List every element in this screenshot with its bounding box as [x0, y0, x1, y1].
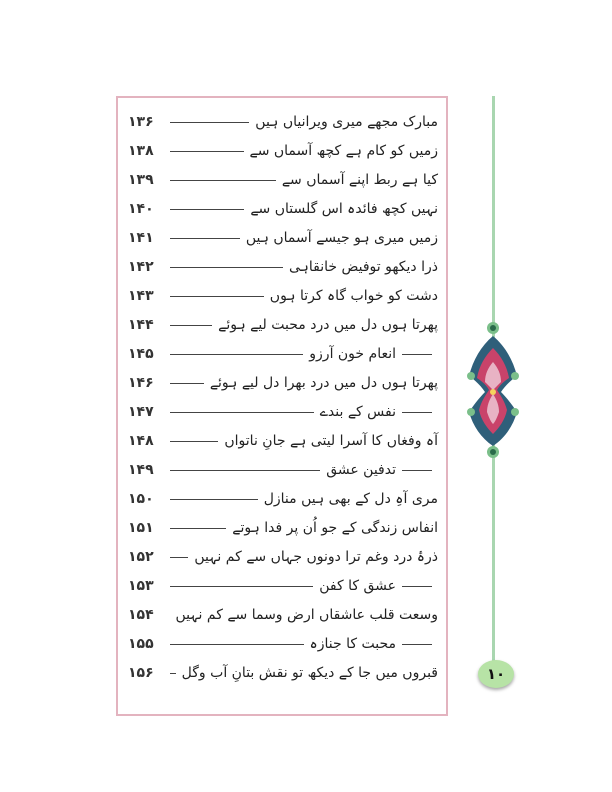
- toc-leader: [402, 470, 432, 471]
- toc-title: زمیں کو کام ہے کچھ آسماں سے: [249, 143, 438, 159]
- toc-page-number: ۱۴۳: [128, 288, 154, 304]
- toc-title: محبت کا جنازہ: [309, 636, 396, 652]
- toc-leader: [402, 354, 432, 355]
- toc-leader: [170, 354, 303, 355]
- toc-leader: [170, 673, 176, 674]
- toc-page-number: ۱۳۸: [128, 143, 154, 159]
- toc-row[interactable]: [128, 487, 438, 511]
- toc-leader: [170, 122, 249, 123]
- toc-title: قبروں میں جا کے دیکھ تو نقش بتانِ آب وگل: [181, 665, 438, 681]
- toc-title: مری آہِ دل کے بھی ہیں منازل: [263, 491, 438, 507]
- toc-row[interactable]: [128, 110, 438, 134]
- toc-leader: [170, 441, 218, 442]
- toc-leader: [402, 586, 432, 587]
- toc-row[interactable]: [128, 574, 438, 598]
- toc-leader: [170, 499, 258, 500]
- toc-page-number: ۱۵۰: [128, 491, 154, 507]
- toc-leader: [170, 383, 204, 384]
- toc-title: پھرتا ہوں دل میں درد محبت لیے ہوئے: [218, 317, 438, 333]
- toc-leader: [170, 470, 320, 471]
- toc-row[interactable]: [128, 342, 438, 366]
- toc-title: تدفین عشق: [326, 462, 396, 478]
- toc-row[interactable]: [128, 197, 438, 221]
- toc-row[interactable]: [128, 400, 438, 424]
- toc-page-number: ۱۴۲: [128, 259, 154, 275]
- toc-page-number: ۱۵۶: [128, 665, 154, 681]
- toc-row[interactable]: [128, 313, 438, 337]
- toc-title: پھرتا ہوں دل میں درد بھرا دل لیے ہوئے: [209, 375, 438, 391]
- toc-row[interactable]: [128, 458, 438, 482]
- toc-page-number: ۱۴۹: [128, 462, 154, 478]
- toc-row[interactable]: [128, 632, 438, 656]
- table-of-contents: [128, 110, 438, 710]
- toc-title: کیا ہے ربط اپنے آسماں سے: [281, 172, 438, 188]
- toc-leader: [170, 586, 313, 587]
- toc-row[interactable]: [128, 168, 438, 192]
- toc-row[interactable]: [128, 371, 438, 395]
- toc-title: انعام خون آرزو: [309, 346, 396, 362]
- toc-page-number: ۱۴۶: [128, 375, 154, 391]
- toc-page-number: ۱۵۱: [128, 520, 154, 536]
- toc-title: انفاس زندگی کے جو اُن پر فدا ہوتے: [232, 520, 438, 536]
- toc-page-number: ۱۵۴: [128, 607, 154, 623]
- toc-leader: [170, 209, 244, 210]
- toc-title: عشق کا کفن: [319, 578, 396, 594]
- toc-title: ذرۂ درد وغم ترا دونوں جہاں سے کم نہیں: [194, 549, 438, 565]
- toc-leader: [170, 151, 244, 152]
- toc-row[interactable]: [128, 603, 438, 627]
- toc-title: نہیں کچھ فائدہ اس گلستاں سے: [250, 201, 438, 217]
- toc-page-number: ۱۴۱: [128, 230, 154, 246]
- toc-page-number: ۱۵۵: [128, 636, 154, 652]
- toc-row[interactable]: [128, 284, 438, 308]
- toc-page-number: ۱۵۲: [128, 549, 154, 565]
- toc-leader: [170, 267, 283, 268]
- toc-title: مبارک مجھے میری ویرانیاں ہیں: [255, 114, 438, 130]
- toc-row[interactable]: [128, 255, 438, 279]
- toc-leader: [402, 644, 432, 645]
- page-number-badge: ۱۰: [478, 660, 514, 688]
- toc-page-number: ۱۴۵: [128, 346, 154, 362]
- toc-title: آہ وفغاں کا آسرا لیتی ہے جانِ ناتواں: [224, 433, 438, 449]
- toc-leader: [170, 557, 188, 558]
- toc-leader: [170, 528, 226, 529]
- toc-title: نفس کے بندے: [319, 404, 396, 420]
- toc-leader: [170, 644, 304, 645]
- toc-row[interactable]: [128, 516, 438, 540]
- toc-leader: [170, 180, 276, 181]
- floral-ornament-icon: [461, 320, 525, 460]
- toc-page-number: ۱۴۰: [128, 201, 154, 217]
- toc-page-number: ۱۴۷: [128, 404, 154, 420]
- toc-page-number: ۱۴۸: [128, 433, 154, 449]
- toc-leader: [170, 296, 264, 297]
- toc-row[interactable]: [128, 226, 438, 250]
- toc-leader: [170, 412, 314, 413]
- toc-page-number: ۱۳۹: [128, 172, 154, 188]
- toc-row[interactable]: [128, 661, 438, 685]
- toc-page-number: ۱۵۳: [128, 578, 154, 594]
- toc-title: ذرا دیکھو توفیض خانقاہی: [288, 259, 438, 275]
- toc-page-number: ۱۴۴: [128, 317, 154, 333]
- toc-row[interactable]: [128, 545, 438, 569]
- toc-title: وسعت قلب عاشقاں ارض وسما سے کم نہیں: [175, 607, 438, 623]
- toc-title: دشت کو خواب گاہ کرتا ہوں: [269, 288, 438, 304]
- toc-leader: [170, 238, 240, 239]
- toc-leader: [402, 412, 432, 413]
- toc-row[interactable]: [128, 429, 438, 453]
- toc-row[interactable]: [128, 139, 438, 163]
- toc-page-number: ۱۳۶: [128, 114, 154, 130]
- toc-leader: [170, 325, 212, 326]
- toc-title: زمیں میری ہو جیسے آسماں ہیں: [245, 230, 438, 246]
